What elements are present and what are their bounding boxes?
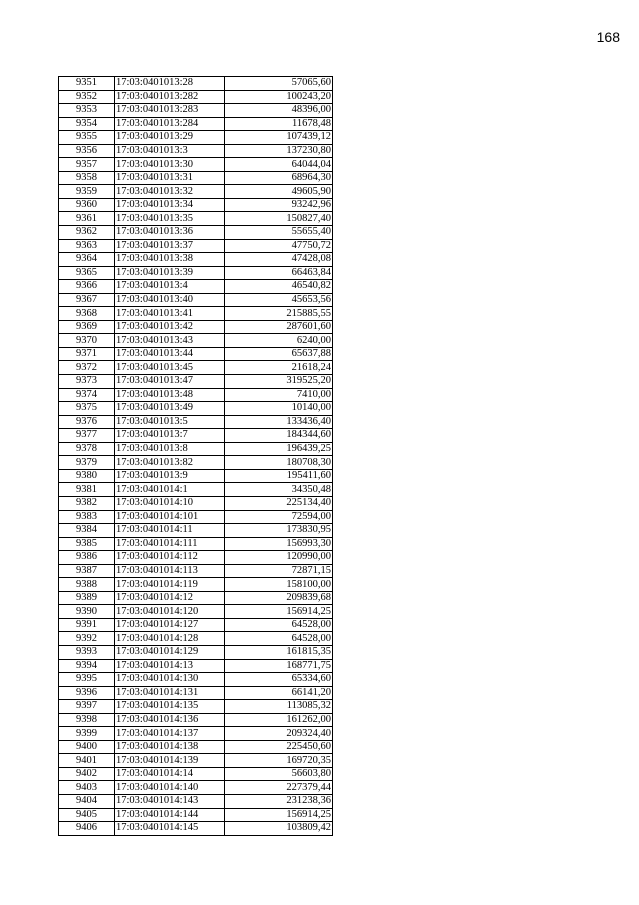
row-number-cell: 9401: [59, 754, 115, 768]
table-row: [59, 442, 333, 456]
cadastral-number-cell: 17:03:0401013:40: [115, 293, 225, 307]
cadastral-number-cell: 17:03:0401013:284: [115, 117, 225, 131]
table-row: [59, 144, 333, 158]
row-number-cell: 9353: [59, 104, 115, 118]
row-number-cell: 9372: [59, 361, 115, 375]
row-number-cell: 9363: [59, 239, 115, 253]
table-row: [59, 686, 333, 700]
table-row: [59, 740, 333, 754]
row-number-cell: 9357: [59, 158, 115, 172]
table-row: [59, 632, 333, 646]
row-number-cell: 9403: [59, 781, 115, 795]
row-number-cell: 9394: [59, 659, 115, 673]
cadastral-value-cell: 48396,00: [225, 104, 333, 118]
cadastral-number-cell: 17:03:0401013:45: [115, 361, 225, 375]
row-number-cell: 9373: [59, 375, 115, 389]
cadastral-value-cell: 11678,48: [225, 117, 333, 131]
cadastral-number-cell: 17:03:0401013:283: [115, 104, 225, 118]
row-number-cell: 9406: [59, 822, 115, 836]
cadastral-value-cell: 10140,00: [225, 402, 333, 416]
cadastral-value-cell: 150827,40: [225, 212, 333, 226]
table-row: [59, 185, 333, 199]
table-row: [59, 754, 333, 768]
cadastral-value-cell: 287601,60: [225, 320, 333, 334]
cadastral-value-cell: 47428,08: [225, 253, 333, 267]
row-number-cell: 9404: [59, 794, 115, 808]
cadastral-value-cell: 34350,48: [225, 483, 333, 497]
table-row: [59, 496, 333, 510]
cadastral-number-cell: 17:03:0401014:144: [115, 808, 225, 822]
cadastral-number-cell: 17:03:0401014:11: [115, 524, 225, 538]
cadastral-value-cell: 57065,60: [225, 77, 333, 91]
table-row: [59, 307, 333, 321]
cadastral-number-cell: 17:03:0401013:44: [115, 347, 225, 361]
cadastral-number-cell: 17:03:0401014:137: [115, 727, 225, 741]
cadastral-number-cell: 17:03:0401013:9: [115, 469, 225, 483]
cadastral-number-cell: 17:03:0401014:129: [115, 645, 225, 659]
cadastral-value-cell: 55655,40: [225, 226, 333, 240]
cadastral-number-cell: 17:03:0401013:36: [115, 226, 225, 240]
cadastral-value-cell: 161815,35: [225, 645, 333, 659]
table-row: [59, 415, 333, 429]
cadastral-number-cell: 17:03:0401013:35: [115, 212, 225, 226]
cadastral-number-cell: 17:03:0401013:82: [115, 456, 225, 470]
table-row: [59, 713, 333, 727]
cadastral-value-cell: 72594,00: [225, 510, 333, 524]
cadastral-number-cell: 17:03:0401013:48: [115, 388, 225, 402]
row-number-cell: 9354: [59, 117, 115, 131]
table-row: [59, 727, 333, 741]
row-number-cell: 9399: [59, 727, 115, 741]
cadastral-number-cell: 17:03:0401013:43: [115, 334, 225, 348]
table-row: [59, 212, 333, 226]
cadastral-value-cell: 180708,30: [225, 456, 333, 470]
row-number-cell: 9352: [59, 90, 115, 104]
cadastral-number-cell: 17:03:0401013:31: [115, 171, 225, 185]
cadastral-number-cell: 17:03:0401014:119: [115, 578, 225, 592]
row-number-cell: 9389: [59, 591, 115, 605]
row-number-cell: 9369: [59, 320, 115, 334]
cadastral-number-cell: 17:03:0401013:5: [115, 415, 225, 429]
cadastral-value-cell: 215885,55: [225, 307, 333, 321]
cadastral-value-cell: 103809,42: [225, 822, 333, 836]
table-row: [59, 605, 333, 619]
row-number-cell: 9397: [59, 700, 115, 714]
cadastral-value-cell: 6240,00: [225, 334, 333, 348]
row-number-cell: 9386: [59, 551, 115, 565]
cadastral-number-cell: 17:03:0401013:42: [115, 320, 225, 334]
table-row: [59, 524, 333, 538]
page-number: 168: [596, 29, 620, 45]
cadastral-number-cell: 17:03:0401014:1: [115, 483, 225, 497]
row-number-cell: 9391: [59, 618, 115, 632]
table-body: [59, 77, 333, 836]
cadastral-value-cell: 64528,00: [225, 618, 333, 632]
cadastral-value-cell: 120990,00: [225, 551, 333, 565]
cadastral-number-cell: 17:03:0401014:136: [115, 713, 225, 727]
cadastral-value-cell: 107439,12: [225, 131, 333, 145]
table-row: [59, 77, 333, 91]
row-number-cell: 9390: [59, 605, 115, 619]
cadastral-value-cell: 137230,80: [225, 144, 333, 158]
cadastral-value-cell: 66141,20: [225, 686, 333, 700]
table-row: [59, 808, 333, 822]
row-number-cell: 9374: [59, 388, 115, 402]
table-row: [59, 104, 333, 118]
cadastral-value-cell: 156914,25: [225, 605, 333, 619]
row-number-cell: 9400: [59, 740, 115, 754]
cadastral-number-cell: 17:03:0401013:32: [115, 185, 225, 199]
table-row: [59, 537, 333, 551]
row-number-cell: 9384: [59, 524, 115, 538]
table-row: [59, 239, 333, 253]
table-row: [59, 700, 333, 714]
cadastral-number-cell: 17:03:0401014:128: [115, 632, 225, 646]
table-row: [59, 158, 333, 172]
cadastral-number-cell: 17:03:0401013:29: [115, 131, 225, 145]
cadastral-number-cell: 17:03:0401013:47: [115, 375, 225, 389]
cadastral-number-cell: 17:03:0401013:8: [115, 442, 225, 456]
cadastral-number-cell: 17:03:0401014:145: [115, 822, 225, 836]
cadastral-value-cell: 65334,60: [225, 673, 333, 687]
table-row: [59, 781, 333, 795]
cadastral-value-cell: 209324,40: [225, 727, 333, 741]
row-number-cell: 9368: [59, 307, 115, 321]
cadastral-value-cell: 133436,40: [225, 415, 333, 429]
table-row: [59, 402, 333, 416]
row-number-cell: 9377: [59, 429, 115, 443]
cadastral-number-cell: 17:03:0401014:12: [115, 591, 225, 605]
cadastral-value-cell: 47750,72: [225, 239, 333, 253]
table-row: [59, 226, 333, 240]
cadastral-value-cell: 93242,96: [225, 198, 333, 212]
cadastral-number-cell: 17:03:0401013:282: [115, 90, 225, 104]
row-number-cell: 9367: [59, 293, 115, 307]
row-number-cell: 9381: [59, 483, 115, 497]
row-number-cell: 9398: [59, 713, 115, 727]
cadastral-number-cell: 17:03:0401014:111: [115, 537, 225, 551]
table-row: [59, 334, 333, 348]
cadastral-value-cell: 7410,00: [225, 388, 333, 402]
row-number-cell: 9361: [59, 212, 115, 226]
cadastral-value-cell: 161262,00: [225, 713, 333, 727]
row-number-cell: 9392: [59, 632, 115, 646]
row-number-cell: 9365: [59, 266, 115, 280]
cadastral-number-cell: 17:03:0401014:127: [115, 618, 225, 632]
row-number-cell: 9393: [59, 645, 115, 659]
cadastral-number-cell: 17:03:0401014:143: [115, 794, 225, 808]
row-number-cell: 9351: [59, 77, 115, 91]
row-number-cell: 9366: [59, 280, 115, 294]
table-row: [59, 90, 333, 104]
cadastral-value-cell: 100243,20: [225, 90, 333, 104]
cadastral-value-cell: 66463,84: [225, 266, 333, 280]
row-number-cell: 9375: [59, 402, 115, 416]
cadastral-number-cell: 17:03:0401014:10: [115, 496, 225, 510]
cadastral-number-cell: 17:03:0401014:139: [115, 754, 225, 768]
row-number-cell: 9379: [59, 456, 115, 470]
table-row: [59, 659, 333, 673]
cadastral-value-cell: 156993,30: [225, 537, 333, 551]
table-row: [59, 293, 333, 307]
table-row: [59, 320, 333, 334]
cadastral-value-cell: 195411,60: [225, 469, 333, 483]
row-number-cell: 9396: [59, 686, 115, 700]
cadastral-number-cell: 17:03:0401014:113: [115, 564, 225, 578]
cadastral-number-cell: 17:03:0401014:135: [115, 700, 225, 714]
row-number-cell: 9359: [59, 185, 115, 199]
cadastral-value-cell: 184344,60: [225, 429, 333, 443]
table-row: [59, 578, 333, 592]
table-row: [59, 767, 333, 781]
cadastral-value-cell: 113085,32: [225, 700, 333, 714]
cadastral-number-cell: 17:03:0401013:4: [115, 280, 225, 294]
cadastral-value-cell: 169720,35: [225, 754, 333, 768]
cadastral-number-cell: 17:03:0401013:39: [115, 266, 225, 280]
table-row: [59, 510, 333, 524]
table-row: [59, 388, 333, 402]
cadastral-value-cell: 173830,95: [225, 524, 333, 538]
cadastral-number-cell: 17:03:0401014:13: [115, 659, 225, 673]
cadastral-number-cell: 17:03:0401014:14: [115, 767, 225, 781]
cadastral-number-cell: 17:03:0401014:130: [115, 673, 225, 687]
cadastral-value-cell: 196439,25: [225, 442, 333, 456]
row-number-cell: 9355: [59, 131, 115, 145]
row-number-cell: 9383: [59, 510, 115, 524]
row-number-cell: 9358: [59, 171, 115, 185]
table-row: [59, 253, 333, 267]
cadastral-value-cell: 68964,30: [225, 171, 333, 185]
cadastral-value-cell: 64528,00: [225, 632, 333, 646]
cadastral-number-cell: 17:03:0401014:120: [115, 605, 225, 619]
cadastral-value-cell: 72871,15: [225, 564, 333, 578]
cadastral-number-cell: 17:03:0401013:28: [115, 77, 225, 91]
cadastral-value-cell: 65637,88: [225, 347, 333, 361]
row-number-cell: 9382: [59, 496, 115, 510]
cadastral-number-cell: 17:03:0401014:112: [115, 551, 225, 565]
cadastral-value-table: [58, 76, 333, 836]
row-number-cell: 9370: [59, 334, 115, 348]
cadastral-number-cell: 17:03:0401013:37: [115, 239, 225, 253]
table-row: [59, 673, 333, 687]
table-row: [59, 618, 333, 632]
table-row: [59, 375, 333, 389]
row-number-cell: 9376: [59, 415, 115, 429]
cadastral-number-cell: 17:03:0401013:30: [115, 158, 225, 172]
table-row: [59, 564, 333, 578]
table-row: [59, 131, 333, 145]
cadastral-value-cell: 46540,82: [225, 280, 333, 294]
cadastral-number-cell: 17:03:0401014:101: [115, 510, 225, 524]
table-row: [59, 198, 333, 212]
table-row: [59, 645, 333, 659]
table-row: [59, 117, 333, 131]
row-number-cell: 9395: [59, 673, 115, 687]
cadastral-number-cell: 17:03:0401013:3: [115, 144, 225, 158]
table-row: [59, 469, 333, 483]
cadastral-value-cell: 209839,68: [225, 591, 333, 605]
row-number-cell: 9362: [59, 226, 115, 240]
table-row: [59, 361, 333, 375]
cadastral-value-cell: 225450,60: [225, 740, 333, 754]
cadastral-number-cell: 17:03:0401014:140: [115, 781, 225, 795]
table-row: [59, 266, 333, 280]
cadastral-value-cell: 168771,75: [225, 659, 333, 673]
table-row: [59, 483, 333, 497]
row-number-cell: 9380: [59, 469, 115, 483]
table-row: [59, 551, 333, 565]
row-number-cell: 9402: [59, 767, 115, 781]
cadastral-number-cell: 17:03:0401014:138: [115, 740, 225, 754]
cadastral-value-cell: 45653,56: [225, 293, 333, 307]
cadastral-value-cell: 227379,44: [225, 781, 333, 795]
table-row: [59, 591, 333, 605]
cadastral-number-cell: 17:03:0401013:41: [115, 307, 225, 321]
cadastral-value-cell: 225134,40: [225, 496, 333, 510]
table-row: [59, 456, 333, 470]
row-number-cell: 9385: [59, 537, 115, 551]
row-number-cell: 9356: [59, 144, 115, 158]
cadastral-value-cell: 56603,80: [225, 767, 333, 781]
table-row: [59, 794, 333, 808]
cadastral-value-cell: 231238,36: [225, 794, 333, 808]
row-number-cell: 9371: [59, 347, 115, 361]
cadastral-value-cell: 49605,90: [225, 185, 333, 199]
table-row: [59, 347, 333, 361]
cadastral-number-cell: 17:03:0401013:49: [115, 402, 225, 416]
row-number-cell: 9378: [59, 442, 115, 456]
cadastral-value-cell: 64044,04: [225, 158, 333, 172]
table-row: [59, 280, 333, 294]
row-number-cell: 9388: [59, 578, 115, 592]
cadastral-value-cell: 156914,25: [225, 808, 333, 822]
cadastral-number-cell: 17:03:0401013:34: [115, 198, 225, 212]
table-row: [59, 171, 333, 185]
row-number-cell: 9405: [59, 808, 115, 822]
row-number-cell: 9364: [59, 253, 115, 267]
cadastral-number-cell: 17:03:0401013:38: [115, 253, 225, 267]
row-number-cell: 9387: [59, 564, 115, 578]
cadastral-value-cell: 158100,00: [225, 578, 333, 592]
cadastral-value-cell: 21618,24: [225, 361, 333, 375]
table-row: [59, 429, 333, 443]
cadastral-value-cell: 319525,20: [225, 375, 333, 389]
table-row: [59, 822, 333, 836]
cadastral-number-cell: 17:03:0401014:131: [115, 686, 225, 700]
cadastral-number-cell: 17:03:0401013:7: [115, 429, 225, 443]
row-number-cell: 9360: [59, 198, 115, 212]
